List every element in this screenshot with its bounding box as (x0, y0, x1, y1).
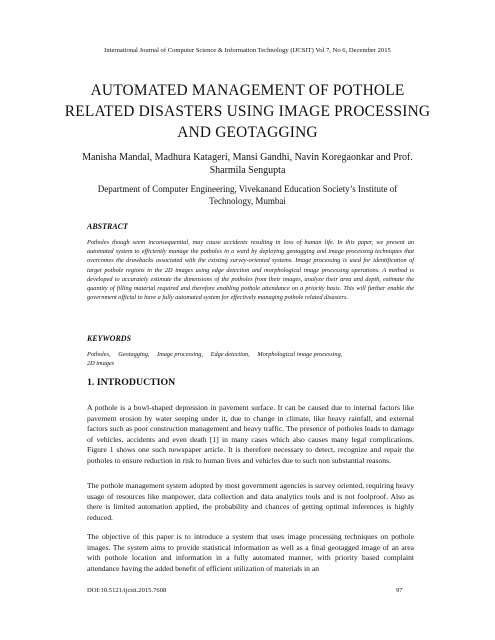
abstract-text: Potholes though seem inconsequential, may cause accidents resulting in loss of human life. In this paper, we present an automated system to efficiently manage the potholes in a ward by deploying geotagging and image processing techniques that overcomes the drawbacks associated with the existing survey-oriented systems. Image processing is used for identification of target pothole regions in the 2D images using edge detection and morphological image processing operations. A method is developed to accurately estimate the dimensions of the potholes from their images, analyze their area and depth, estimate the quantity of filling material required and therefore enabling pothole attendance on a priority basis. This will further enable the government official to have a fully automated system for effectively managing pothole related disasters. (87, 239, 414, 302)
affiliation-line: Department of Computer Engineering, Vivekanand Education Society’s Institute of (97, 184, 398, 194)
title-line: AUTOMATED MANAGEMENT OF POTHOLE (90, 82, 405, 99)
abstract-heading: ABSTRACT (87, 222, 128, 231)
paragraph: The objective of this paper is to introduce a system that uses image processing techniques on pothole images. The system aims to provide statistical information as well as a final geotagged image of an area with pothole location and information in a fully automated manner, with priority based complaint attendance having the added benefit of efficient utilization of materials in an (87, 532, 414, 573)
authors-line: Sharmila Sengupta (209, 165, 286, 176)
keyword: Potholes, (87, 351, 111, 358)
keyword: 2D images (87, 360, 115, 367)
affiliation (60, 183, 435, 207)
keyword: Geotagging, (118, 351, 150, 358)
title-line: RELATED DISASTERS USING IMAGE PROCESSING (64, 103, 431, 120)
paper-title (60, 80, 435, 143)
keyword: Morphological image processing, (257, 351, 343, 358)
doi: DOI:10.5121/ijcsit.2015.7608 (87, 587, 167, 594)
authors-line: Manisha Mandal, Madhura Katageri, Mansi Gandhi, Navin Koregaonkar and Prof. (82, 152, 413, 163)
authors (60, 151, 435, 177)
journal-header: International Journal of Computer Science & Information Technology (IJCSIT) Vol 7, No 6, December 2015 (104, 47, 391, 54)
keywords-list (87, 350, 414, 368)
affiliation-line: Technology, Mumbai (209, 196, 286, 206)
keyword: Image processing, (157, 351, 204, 358)
page-number: 97 (396, 587, 403, 594)
keywords-heading: KEYWORDS (87, 334, 132, 343)
paragraph: The pothole management system adopted by most government agencies is survey oriented, requiring heavy usage of resources like manpower, data collection and data analytics tools and is not foolproof. Also as there is limited automation applied, the probability and chances of getting optimal inferences is highly reduced. (87, 481, 414, 522)
paragraph: A pothole is a bowl-shaped depression in pavement surface. It can be caused due to internal factors like pavement erosion by water seeping under it, due to change in climate, like heavy rainfall, and external factors such as poor construction management and heavy traffic. The presence of potholes leads to damage of vehicles, accidents and even death [1] in many cases which also causes many legal complications. Figure 1 shows one such newspaper article. It is therefore necessary to detect, recognize and repair the potholes to ensure reduction in risk to human lives and vehicles due to such non substantial reasons. (87, 403, 414, 465)
section-heading-introduction: 1. INTRODUCTION (87, 377, 176, 388)
keyword: Edge detection, (210, 351, 250, 358)
title-line: AND GEOTAGGING (177, 124, 318, 141)
